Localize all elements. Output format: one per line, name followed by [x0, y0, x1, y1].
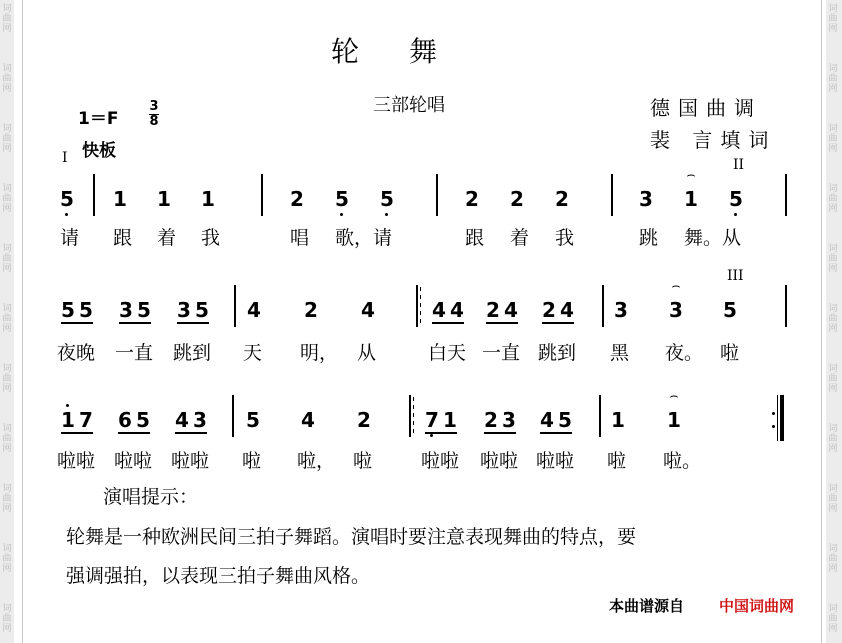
note-digit: 5 [729, 187, 743, 211]
note-digit: 7 [79, 408, 93, 432]
eighth-beam [425, 432, 457, 434]
watermark-mark: 词 曲 网 [2, 4, 12, 34]
note-digit: 5 [558, 408, 572, 432]
note-digit: 6 [118, 408, 132, 432]
note-digit: 3 [614, 298, 628, 322]
watermark-mark: 词 曲 网 [2, 484, 12, 514]
note-digit: 4 [540, 408, 554, 432]
bar-line [93, 174, 95, 216]
note-digit: 5 [723, 298, 737, 322]
lyric-syllable: 跳到 [173, 342, 212, 364]
eighth-beam [486, 322, 518, 324]
tempo-marking: 快板 [82, 141, 116, 161]
note-digit: 2 [510, 187, 524, 211]
octave-high-dot [66, 404, 69, 407]
lyric-syllable: 着 [157, 227, 177, 249]
bar-line-dashed [413, 405, 414, 409]
song-subtitle: 三部轮唱 [373, 95, 445, 116]
watermark-mark: 词 曲 网 [2, 124, 12, 154]
octave-low-dot [430, 434, 433, 437]
song-title: 轮舞 [331, 35, 488, 68]
bar-line-dashed [413, 413, 414, 417]
fermata-mark: ⌢ [686, 167, 696, 183]
lyric-syllable: 啦啦 [171, 450, 210, 472]
eighth-beam [61, 432, 93, 434]
time-signature-bottom: 8 [149, 114, 159, 129]
watermark-mark: 词 曲 网 [2, 424, 12, 454]
note-digit: 2 [465, 187, 479, 211]
octave-low-dot [734, 213, 737, 216]
note-digit: 4 [432, 298, 446, 322]
bar-line [785, 174, 787, 216]
lyric-syllable: 歌，请 [335, 227, 393, 249]
watermark-mark: 词 曲 网 [828, 124, 838, 154]
source-site-link[interactable]: 中国词曲网 [719, 597, 795, 615]
watermark-mark: 词 曲 网 [2, 64, 12, 94]
hint-text-line-1: 轮舞是一种欧洲民间三拍子舞蹈。演唱时要注意表现舞曲的特点，要 [66, 526, 637, 548]
watermark-mark: 词 曲 网 [828, 424, 838, 454]
note-digit: 1 [201, 187, 215, 211]
bar-line-dashed [413, 421, 414, 425]
part-mark-1: I [62, 150, 68, 166]
fermata-mark: ⌢ [671, 278, 681, 294]
note-digit: 2 [290, 187, 304, 211]
hint-heading: 演唱提示： [103, 486, 199, 508]
bar-line [261, 174, 263, 216]
note-digit: 7 [425, 408, 439, 432]
note-digit: 5 [246, 408, 260, 432]
note-digit: 5 [137, 298, 151, 322]
lyric-syllable: 啦啦 [114, 450, 153, 472]
bar-line [785, 285, 787, 327]
bar-line [777, 395, 778, 441]
watermark-mark: 词 曲 网 [2, 604, 12, 634]
lyric-syllable: 唱 [290, 227, 310, 249]
lyric-syllable: 啦啦 [480, 450, 519, 472]
bar-line [611, 174, 613, 216]
bar-line [409, 395, 411, 437]
bar-line-dashed [420, 295, 421, 299]
lyric-syllable: 一直 [115, 342, 154, 364]
bar-line-dashed [420, 319, 421, 323]
source-label: 本曲谱源自 [609, 597, 685, 615]
bar-line [416, 285, 418, 327]
note-digit: 2 [484, 408, 498, 432]
note-digit: 4 [301, 408, 315, 432]
hint-text-line-2: 强调强拍，以表现三拍子舞曲风格。 [66, 565, 371, 587]
octave-low-dot [340, 213, 343, 216]
watermark-mark: 词 曲 网 [828, 4, 838, 34]
note-digit: 4 [175, 408, 189, 432]
watermark-mark: 词 曲 网 [2, 184, 12, 214]
lyric-syllable: 跟 [113, 227, 133, 249]
eighth-beam [484, 432, 516, 434]
note-digit: 4 [247, 298, 261, 322]
lyric-syllable: 白天 [428, 342, 467, 364]
note-digit: 4 [504, 298, 518, 322]
note-digit: 2 [304, 298, 318, 322]
key-signature: 1＝F [78, 109, 119, 129]
octave-low-dot [65, 213, 68, 216]
composer-credit: 德国曲调 [650, 96, 762, 120]
lyric-syllable: 我 [555, 227, 575, 249]
bar-line [234, 285, 236, 327]
octave-low-dot [385, 213, 388, 216]
lyric-syllable: 啦啦 [57, 450, 96, 472]
lyric-syllable: 明， [300, 342, 339, 364]
watermark-mark: 词 曲 网 [828, 364, 838, 394]
watermark-mark: 词 曲 网 [2, 544, 12, 574]
note-digit: 2 [555, 187, 569, 211]
bar-line-dashed [420, 311, 421, 315]
lyric-syllable: 啦 [607, 450, 627, 472]
note-digit: 3 [502, 408, 516, 432]
note-digit: 1 [157, 187, 171, 211]
note-digit: 3 [669, 298, 683, 322]
repeat-dot [772, 425, 775, 428]
watermark-mark: 词 曲 网 [828, 64, 838, 94]
lyric-syllable: 啦。 [663, 450, 702, 472]
lyric-syllable: 啦 [720, 342, 740, 364]
watermark-mark: 词 曲 网 [2, 244, 12, 274]
watermark-mark: 词 曲 网 [2, 304, 12, 334]
note-digit: 5 [61, 298, 75, 322]
lyric-syllable: 黑 [610, 342, 630, 364]
watermark-mark: 词 曲 网 [828, 184, 838, 214]
note-digit: 5 [136, 408, 150, 432]
note-digit: 3 [639, 187, 653, 211]
note-digit: 1 [667, 408, 681, 432]
note-digit: 1 [443, 408, 457, 432]
bar-line [232, 395, 234, 437]
repeat-dot [772, 412, 775, 415]
part-mark-2: II [733, 157, 745, 173]
note-digit: 1 [611, 408, 625, 432]
bar-line-dashed [420, 303, 421, 307]
time-signature-top: 3 [149, 99, 159, 114]
lyric-syllable: 夜晚 [57, 342, 96, 364]
bar-line-dashed [413, 397, 414, 401]
bar-line [602, 285, 604, 327]
eighth-beam [432, 322, 464, 324]
lyric-syllable: 啦 [353, 450, 373, 472]
note-digit: 3 [193, 408, 207, 432]
eighth-beam [119, 322, 151, 324]
watermark-mark: 词 曲 网 [828, 604, 838, 634]
eighth-beam [118, 432, 150, 434]
note-digit: 5 [79, 298, 93, 322]
watermark-mark: 词 曲 网 [828, 544, 838, 574]
note-digit: 3 [119, 298, 133, 322]
lyric-syllable: 从 [357, 342, 377, 364]
lyric-syllable: 跟 [465, 227, 485, 249]
lyric-syllable: 天 [243, 342, 263, 364]
note-digit: 3 [177, 298, 191, 322]
note-digit: 2 [486, 298, 500, 322]
lyric-syllable: 啦， [297, 450, 336, 472]
lyric-syllable: 啦 [242, 450, 262, 472]
note-digit: 4 [450, 298, 464, 322]
lyric-syllable: 啦啦 [421, 450, 460, 472]
lyricist-credit: 裴 言填词 [650, 128, 777, 152]
bar-line [436, 174, 438, 216]
lyric-syllable: 一直 [482, 342, 521, 364]
note-digit: 1 [61, 408, 75, 432]
eighth-beam [542, 322, 574, 324]
eighth-beam [177, 322, 209, 324]
watermark-mark: 词 曲 网 [828, 484, 838, 514]
note-digit: 5 [380, 187, 394, 211]
final-bar-line [780, 395, 784, 441]
eighth-beam [61, 322, 93, 324]
note-digit: 4 [361, 298, 375, 322]
bar-line-dashed [420, 287, 421, 291]
lyric-syllable: 啦啦 [536, 450, 575, 472]
lyric-syllable: 我 [201, 227, 221, 249]
lyric-syllable: 跳到 [538, 342, 577, 364]
eighth-beam [540, 432, 572, 434]
note-digit: 2 [357, 408, 371, 432]
time-signature [148, 100, 160, 129]
lyric-syllable: 跳 [639, 227, 659, 249]
note-digit: 4 [560, 298, 574, 322]
bar-line [599, 395, 601, 437]
note-digit: 2 [542, 298, 556, 322]
watermark-mark: 词 曲 网 [828, 244, 838, 274]
bar-line-dashed [413, 429, 414, 433]
lyric-syllable: 舞。从 [684, 227, 742, 249]
note-digit: 5 [335, 187, 349, 211]
lyric-syllable: 着 [510, 227, 530, 249]
lyric-syllable: 夜。 [665, 342, 704, 364]
note-digit: 1 [113, 187, 127, 211]
eighth-beam [175, 432, 207, 434]
watermark-mark: 词 曲 网 [828, 304, 838, 334]
note-digit: 1 [684, 187, 698, 211]
fermata-mark: ⌢ [669, 388, 679, 404]
watermark-mark: 词 曲 网 [2, 364, 12, 394]
lyric-syllable: 请 [60, 227, 80, 249]
part-mark-3: III [727, 268, 744, 284]
note-digit: 5 [195, 298, 209, 322]
note-digit: 5 [60, 187, 74, 211]
